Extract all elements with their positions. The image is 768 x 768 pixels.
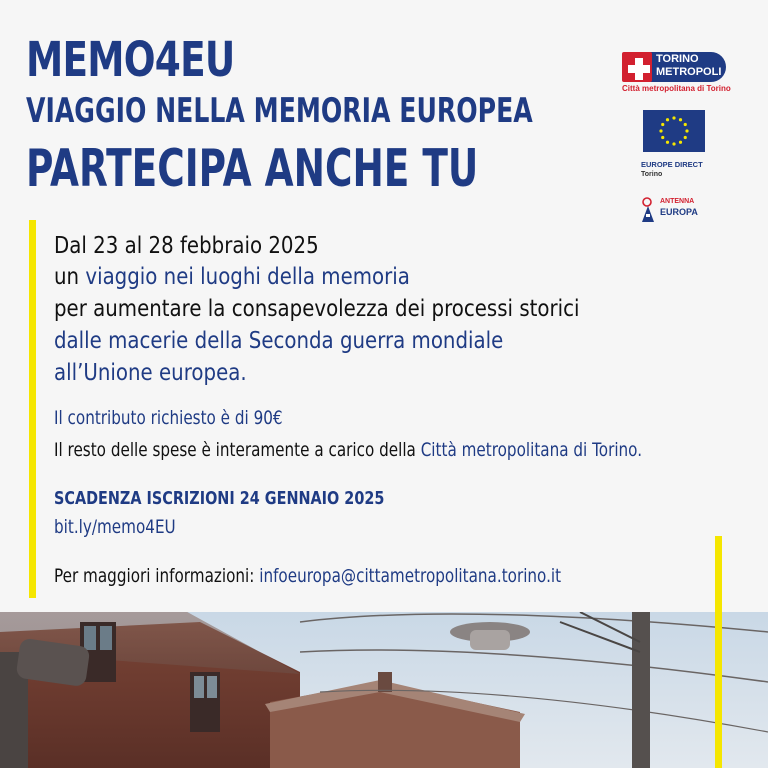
- torino-metropoli-logo: [620, 50, 730, 96]
- contact-email-link[interactable]: infoeuropa@cittametropolitana.torino.it: [259, 565, 562, 587]
- trip-highlight: viaggio nei luoghi della memoria: [85, 264, 410, 290]
- eu-star: [666, 118, 669, 121]
- europe-direct-label: EUROPE DIRECT: [641, 160, 703, 169]
- registration-deadline: SCADENZA ISCRIZIONI 24 GENNAIO 2025: [54, 488, 385, 509]
- torino-logo-line2: METROPOLI: [656, 66, 722, 78]
- torino-logo-text: [656, 53, 721, 79]
- eu-star: [672, 116, 675, 119]
- eu-star: [679, 118, 682, 121]
- purpose-line: per aumentare la consapevolezza dei processi storici: [54, 296, 580, 322]
- contact-prefix: Per maggiori informazioni:: [54, 565, 260, 587]
- trip-prefix: un: [54, 264, 86, 290]
- eu-star: [672, 142, 675, 145]
- torino-shield-icon: [622, 52, 652, 82]
- antenna-logo-line1: ANTENNA: [660, 198, 695, 205]
- antenna-logo-line2: EUROPA: [660, 207, 698, 217]
- event-dates: Dal 23 al 28 febbraio 2025: [54, 233, 319, 259]
- trip-description-line: [54, 262, 410, 292]
- eu-stars-icon: [643, 110, 705, 152]
- expenses-prefix: Il resto delle spese è interamente a carico della: [54, 439, 421, 461]
- memorial-photo: [0, 612, 768, 768]
- eu-star: [684, 136, 687, 139]
- eu-star: [685, 129, 688, 132]
- call-to-action-heading: PARTECIPA ANCHE TU: [26, 139, 479, 199]
- memorial-photo-illustration: [0, 612, 768, 768]
- antenna-icon: [638, 196, 660, 224]
- europe-direct-city: Torino: [641, 171, 663, 178]
- contact-line: [54, 564, 561, 588]
- registration-link[interactable]: bit.ly/memo4EU: [54, 516, 176, 538]
- expenses-highlight: Città metropolitana di Torino.: [420, 439, 643, 461]
- eu-star: [666, 141, 669, 144]
- page-subtitle: VIAGGIO NELLA MEMORIA EUROPEA: [26, 91, 533, 131]
- torino-logo-line1: TORINO: [656, 53, 699, 65]
- torino-logo-subtitle: Città metropolitana di Torino: [622, 84, 731, 93]
- contribution-text: Il contributo richiesto è di 90€: [54, 407, 283, 429]
- history-line-2: all’Unione europea.: [54, 360, 247, 386]
- eu-flag-icon: [643, 110, 705, 152]
- eu-star: [661, 136, 664, 139]
- eu-star: [684, 123, 687, 126]
- decorative-yellow-bar-right: [715, 536, 722, 768]
- expenses-line: [54, 438, 642, 462]
- page-title: MEMO4EU: [26, 32, 235, 88]
- antenna-europa-logo: [638, 196, 710, 224]
- history-line-1: dalle macerie della Seconda guerra mondiale: [54, 328, 504, 354]
- decorative-yellow-bar-left: [29, 220, 36, 598]
- eu-star: [659, 129, 662, 132]
- eu-star: [661, 123, 664, 126]
- eu-star: [679, 141, 682, 144]
